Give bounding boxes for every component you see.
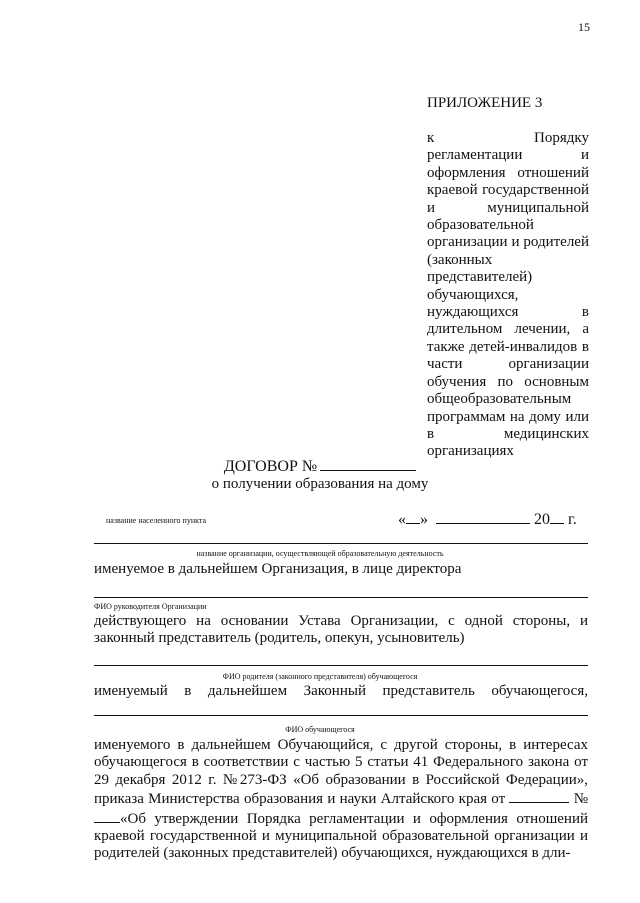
- parent-name-line[interactable]: [94, 665, 588, 666]
- year-prefix: 20: [534, 511, 550, 528]
- appendix-text: к Порядку регламентации и оформления отношений краевой государственной и муниципальной образовательной организации и родителей (законных представителей) обучающихся, нуждающихся в длительном лечении, а также детей-инвалидов в части организации обучения по основным общеобразовательным программам на дому или в медицинских организациях: [427, 130, 589, 460]
- body-line-organization: именуемое в дальнейшем Организация, в лице директора: [94, 561, 462, 577]
- director-caption: ФИО руководителя Организации: [94, 602, 207, 611]
- student-caption: ФИО обучающегося: [285, 725, 355, 734]
- order-date-blank[interactable]: [509, 789, 569, 803]
- date-close-quote: »: [420, 511, 428, 528]
- student-name-line[interactable]: [94, 715, 588, 716]
- body-para-main: [94, 737, 588, 863]
- number-sign: №: [573, 791, 589, 808]
- date-open-quote: «: [398, 511, 406, 528]
- date-line: [398, 509, 577, 529]
- organization-caption: название организации, осуществляющей образовательную деятельность: [196, 549, 444, 558]
- order-number-blank[interactable]: [94, 809, 120, 823]
- month-blank[interactable]: [436, 509, 530, 524]
- contract-title: [0, 456, 640, 476]
- organization-name-line[interactable]: [94, 543, 588, 544]
- body-line-parent: именуемый в дальнейшем Законный представитель обучающегося,: [94, 683, 588, 699]
- contract-number-blank[interactable]: [320, 456, 416, 471]
- year-suffix: г.: [568, 511, 577, 528]
- body-para-charter: действующего на основании Устава Организации, с одной стороны, и законный представитель (родитель, опекун, усыновитель): [94, 613, 588, 647]
- director-name-line[interactable]: [94, 597, 588, 598]
- appendix-title: ПРИЛОЖЕНИЕ 3: [427, 95, 543, 111]
- year-blank[interactable]: [550, 509, 564, 524]
- body-para-main-part1: именуемого в дальнейшем Обучающийся, с другой стороны, в интересах обучающегося в соответствии с частью 5 статьи 41 Федерального закона от 29 декабря 2012 г. №273-ФЗ «Об образовании в Российской Федерации», приказа Министерства образования и науки Алтайского края от: [94, 737, 588, 808]
- body-para-main-part2: «Об утверждении Порядка регламентации и оформления отношений краевой государственной и муниципальной образовательной организации и родителей (законных представителей) обучающихся, нуждающихся в дли-: [94, 810, 588, 862]
- page-number: 15: [578, 20, 590, 34]
- contract-subtitle: о получении образования на дому: [211, 476, 429, 492]
- city-caption: название населенного пункта: [106, 516, 207, 525]
- day-blank[interactable]: [406, 509, 420, 524]
- contract-title-text: ДОГОВОР №: [223, 458, 318, 475]
- parent-caption: ФИО родителя (законного представителя) обучающегося: [222, 672, 418, 681]
